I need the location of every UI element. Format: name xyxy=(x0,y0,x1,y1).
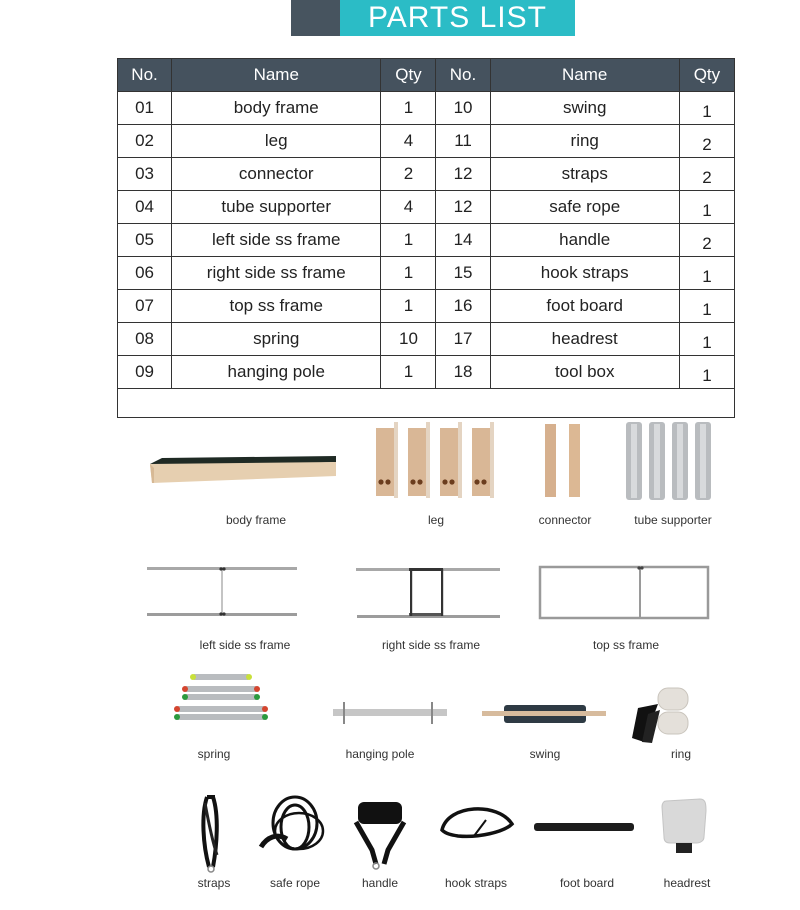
safe-rope-image xyxy=(257,793,327,859)
tube-supporter-label: tube supporter xyxy=(634,513,712,527)
cell-name-2: foot board xyxy=(490,290,679,323)
cell-no-2: 12 xyxy=(436,191,490,224)
cell-no-2: 17 xyxy=(436,323,490,356)
table-row xyxy=(118,224,735,257)
empty-cell xyxy=(118,389,735,418)
cell-qty-2: 1 xyxy=(679,257,734,290)
right-side-ss-frame-image xyxy=(356,565,501,623)
cell-qty-2: 2 xyxy=(679,158,734,191)
spring-piece xyxy=(178,706,264,712)
table-row xyxy=(118,323,735,356)
straps-image xyxy=(199,795,229,873)
table-row xyxy=(118,92,735,125)
left-side-ss-frame-label: left side ss frame xyxy=(199,638,291,652)
cell-name-1: spring xyxy=(172,323,381,356)
top-ss-frame-image xyxy=(538,565,710,621)
swing-label: swing xyxy=(529,747,561,761)
cell-name-1: leg xyxy=(172,125,381,158)
headrest-image xyxy=(660,797,710,859)
cell-qty-1: 4 xyxy=(381,125,436,158)
table-row xyxy=(118,356,735,389)
right-side-ss-frame-label: right side ss frame xyxy=(381,638,481,652)
cell-name-1: top ss frame xyxy=(172,290,381,323)
cell-qty-1: 1 xyxy=(381,257,436,290)
cell-name-2: straps xyxy=(490,158,679,191)
cell-no-1: 02 xyxy=(118,125,172,158)
spring-piece xyxy=(194,674,248,680)
cell-name-1: right side ss frame xyxy=(172,257,381,290)
leg-piece xyxy=(472,428,490,496)
page-title: PARTS LIST xyxy=(340,0,575,36)
tube-supporter-image xyxy=(624,420,716,502)
cell-name-1: tube supporter xyxy=(172,191,381,224)
cell-no-1: 06 xyxy=(118,257,172,290)
cell-no-2: 18 xyxy=(436,356,490,389)
cell-no-1: 07 xyxy=(118,290,172,323)
cell-qty-2: 1 xyxy=(679,323,734,356)
cell-name-1: body frame xyxy=(172,92,381,125)
table-header-row xyxy=(118,59,735,92)
cell-qty-1: 10 xyxy=(381,323,436,356)
safe-rope-label: safe rope xyxy=(269,876,321,890)
cell-name-2: hook straps xyxy=(490,257,679,290)
leg-piece xyxy=(408,428,426,496)
top-ss-frame-label: top ss frame xyxy=(592,638,660,652)
cell-qty-1: 1 xyxy=(381,356,436,389)
headrest-label: headrest xyxy=(663,876,711,890)
hanging-pole-image xyxy=(331,700,449,726)
cell-qty-1: 4 xyxy=(381,191,436,224)
connector-image xyxy=(543,424,583,498)
cell-qty-1: 1 xyxy=(381,290,436,323)
cell-qty-1: 1 xyxy=(381,224,436,257)
cell-qty-2: 1 xyxy=(679,290,734,323)
cell-no-2: 12 xyxy=(436,158,490,191)
cell-no-1: 09 xyxy=(118,356,172,389)
ring-image xyxy=(628,686,690,744)
spring-label: spring xyxy=(197,747,231,761)
spring-piece xyxy=(178,714,264,720)
cell-qty-2: 2 xyxy=(679,224,734,257)
title-banner xyxy=(291,0,575,36)
cell-qty-2: 1 xyxy=(679,92,734,125)
header-no-2: No. xyxy=(436,59,490,92)
foot-board-label: foot board xyxy=(559,876,615,890)
cell-no-1: 08 xyxy=(118,323,172,356)
cell-name-2: swing xyxy=(490,92,679,125)
hook-straps-label: hook straps xyxy=(444,876,508,890)
cell-name-1: left side ss frame xyxy=(172,224,381,257)
header-qty: Qty xyxy=(381,59,436,92)
header-name: Name xyxy=(172,59,381,92)
table-row xyxy=(118,257,735,290)
cell-no-2: 15 xyxy=(436,257,490,290)
cell-qty-2: 1 xyxy=(679,356,734,389)
cell-no-2: 10 xyxy=(436,92,490,125)
leg-image xyxy=(374,420,499,500)
header-name-2: Name xyxy=(490,59,679,92)
spring-piece xyxy=(186,686,256,692)
handle-image xyxy=(352,800,408,870)
header-no: No. xyxy=(118,59,172,92)
body-frame-label: body frame xyxy=(225,513,287,527)
table-row xyxy=(118,191,735,224)
hook-straps-image xyxy=(438,802,516,842)
cell-qty-2: 1 xyxy=(679,191,734,224)
cell-no-2: 14 xyxy=(436,224,490,257)
left-side-ss-frame-image xyxy=(146,565,298,621)
cell-no-1: 05 xyxy=(118,224,172,257)
cell-qty-1: 2 xyxy=(381,158,436,191)
cell-no-1: 01 xyxy=(118,92,172,125)
header-qty-2: Qty xyxy=(679,59,734,92)
table-row xyxy=(118,290,735,323)
hanging-pole-label: hanging pole xyxy=(345,747,415,761)
cell-name-2: headrest xyxy=(490,323,679,356)
spring-piece xyxy=(186,694,256,700)
cell-no-1: 03 xyxy=(118,158,172,191)
cell-name-2: ring xyxy=(490,125,679,158)
cell-name-2: handle xyxy=(490,224,679,257)
handle-label: handle xyxy=(361,876,399,890)
connector-label: connector xyxy=(538,513,592,527)
cell-qty-2: 2 xyxy=(679,125,734,158)
cell-no-2: 11 xyxy=(436,125,490,158)
cell-qty-1: 1 xyxy=(381,92,436,125)
foot-board-image xyxy=(533,821,635,833)
parts-table xyxy=(117,58,735,418)
ring-label: ring xyxy=(670,747,692,761)
spring-image xyxy=(168,670,268,726)
cell-name-2: safe rope xyxy=(490,191,679,224)
table-row xyxy=(118,125,735,158)
table-empty-row xyxy=(118,389,735,418)
cell-no-2: 16 xyxy=(436,290,490,323)
cell-name-1: hanging pole xyxy=(172,356,381,389)
cell-name-2: tool box xyxy=(490,356,679,389)
swing-image xyxy=(482,701,608,727)
banner-dark-block xyxy=(291,0,340,36)
leg-piece xyxy=(440,428,458,496)
body-frame-image xyxy=(148,452,338,486)
straps-label: straps xyxy=(197,876,231,890)
leg-piece xyxy=(376,428,394,496)
cell-name-1: connector xyxy=(172,158,381,191)
leg-label: leg xyxy=(427,513,445,527)
table-row xyxy=(118,158,735,191)
cell-no-1: 04 xyxy=(118,191,172,224)
